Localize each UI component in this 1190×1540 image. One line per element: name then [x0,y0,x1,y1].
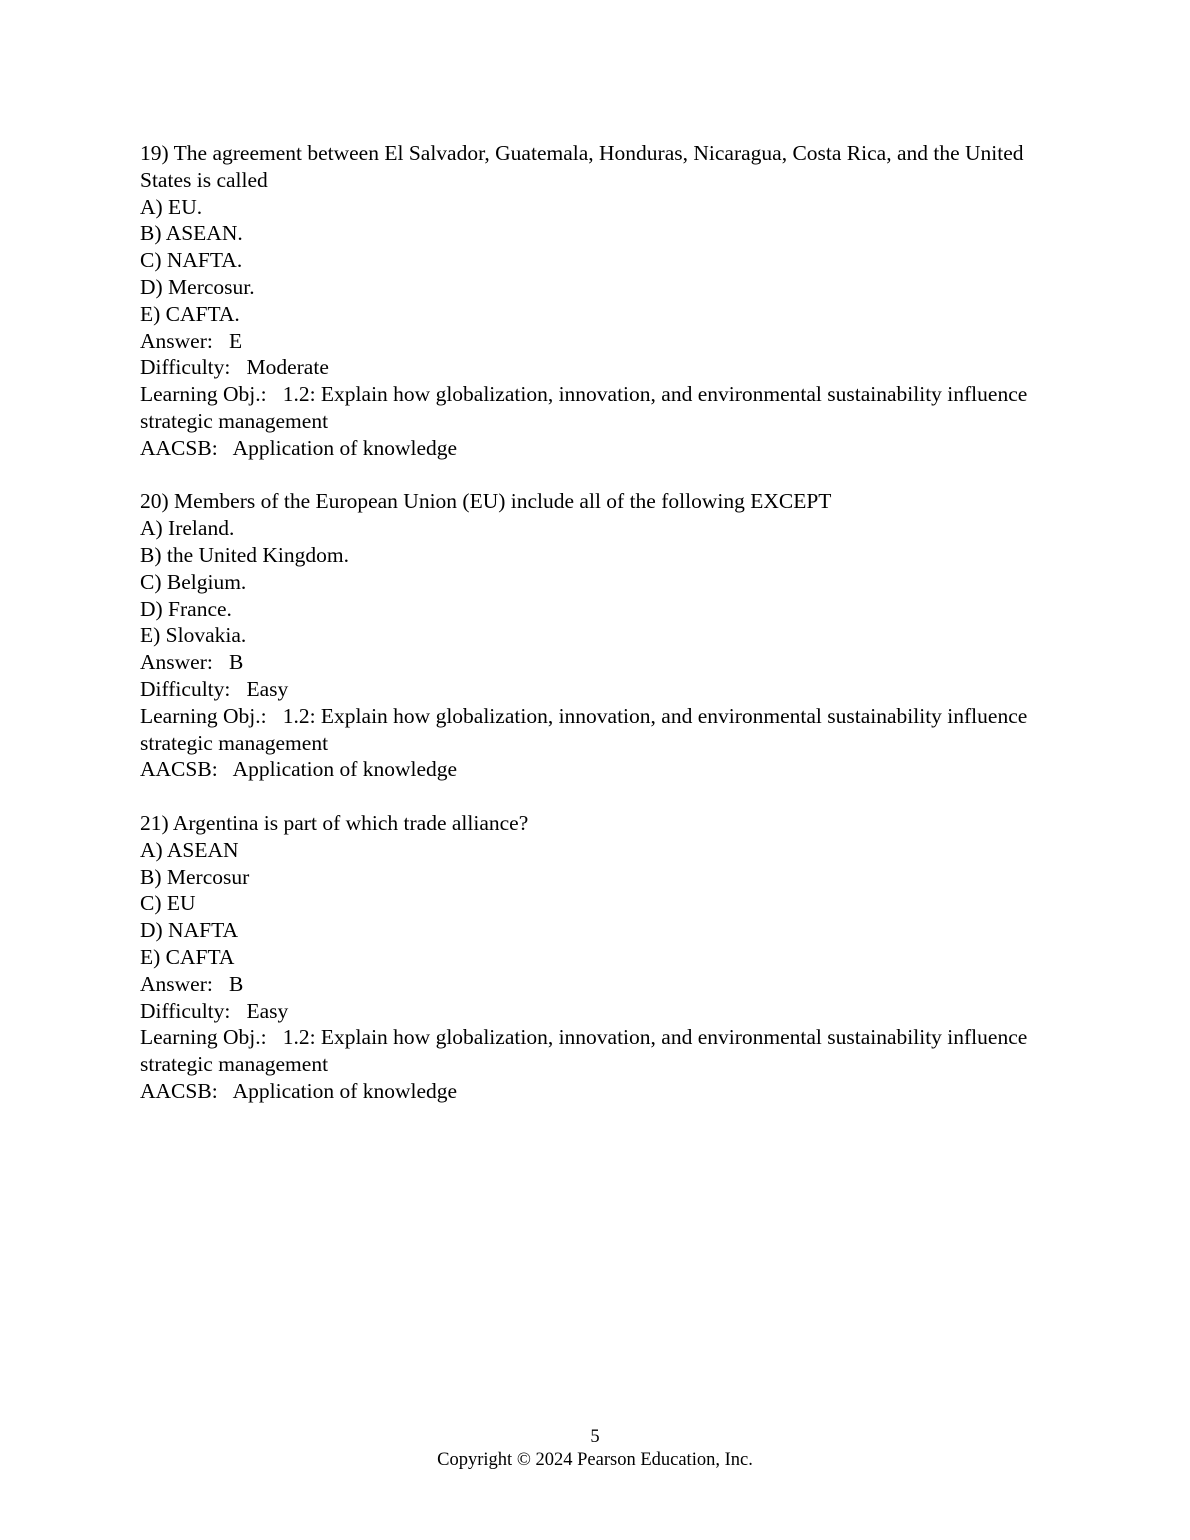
question-19 [140,140,1060,462]
answer-option: C) EU [140,891,196,916]
answer-option: C) Belgium. [140,569,247,594]
difficulty: Difficulty: Easy [140,676,289,701]
aacsb-tag: AACSB: Application of knowledge [140,757,458,782]
question-20 [140,488,1060,783]
learning-objective: Learning Obj.: 1.2: Explain how globalization, innovation, and environmental sustainability influence strategic management [140,703,1033,755]
answer-option: B) ASEAN. [140,221,243,246]
answer-option: D) Mercosur. [140,274,255,299]
question-stem: 20) Members of the European Union (EU) include all of the following EXCEPT [140,489,832,514]
answer-key: Answer: B [140,650,244,675]
page-number: 5 [590,1427,600,1447]
answer-option: A) EU. [140,194,203,219]
answer-option: A) Ireland. [140,516,235,541]
learning-objective: Learning Obj.: 1.2: Explain how globalization, innovation, and environmental sustainability influence strategic management [140,1025,1033,1077]
answer-option: D) NAFTA [140,918,239,943]
aacsb-tag: AACSB: Application of knowledge [140,1078,458,1103]
aacsb-tag: AACSB: Application of knowledge [140,435,458,460]
answer-option: D) France. [140,596,232,621]
answer-option: E) CAFTA. [140,301,240,326]
answer-key: Answer: E [140,328,243,353]
learning-objective: Learning Obj.: 1.2: Explain how globalization, innovation, and environmental sustainability influence strategic management [140,382,1033,433]
answer-option: B) Mercosur [140,864,250,889]
answer-option: C) NAFTA. [140,248,243,273]
question-21 [140,810,1060,1105]
answer-key: Answer: B [140,971,244,996]
difficulty: Difficulty: Moderate [140,355,329,380]
question-stem: 21) Argentina is part of which trade alliance? [140,810,529,835]
answer-option: E) CAFTA [140,944,235,969]
answer-option: E) Slovakia. [140,623,247,648]
question-stem: 19) The agreement between El Salvador, Guatemala, Honduras, Nicaragua, Costa Rica, and the United States is called [140,141,1029,192]
question-list [140,140,1060,1131]
difficulty: Difficulty: Easy [140,998,289,1023]
answer-option: A) ASEAN [140,837,239,862]
answer-option: B) the United Kingdom. [140,542,350,567]
copyright-notice: Copyright © 2024 Pearson Education, Inc. [437,1450,753,1470]
